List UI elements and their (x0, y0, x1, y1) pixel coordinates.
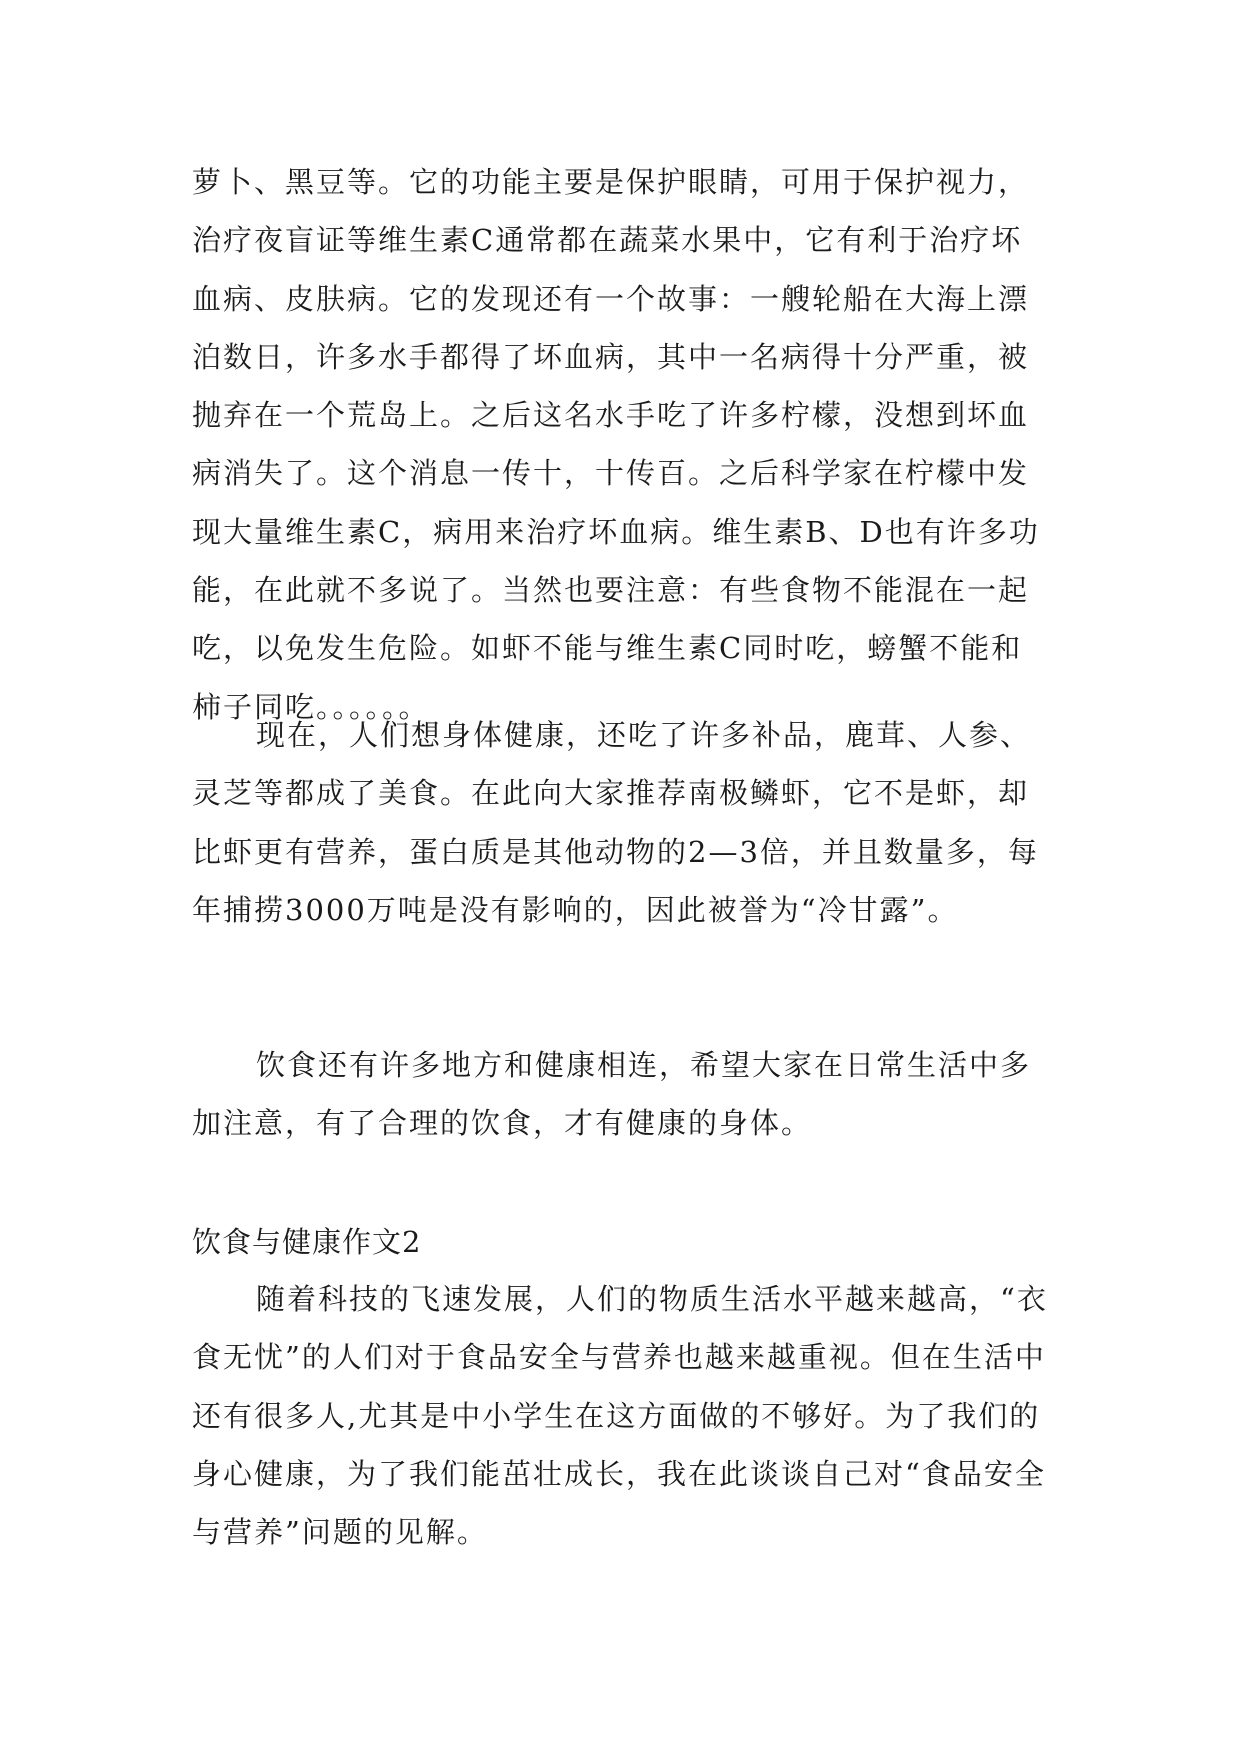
essay-heading: 饮食与健康作文2 (192, 1225, 422, 1259)
paragraph-introduction: 随着科技的飞速发展，人们的物质生活水平越来越高，“衣食无忧”的人们对于食品安全与营养也越来越重视。但在生活中还有很多人,尤其是中小学生在这方面做的不够好。为了我们的身心健康，为了我们能茁壮成长，我在此谈谈自己对“食品安全与营养”问题的见解。 (192, 1282, 1048, 1550)
paragraph-supplements: 现在，人们想身体健康，还吃了许多补品，鹿茸、人参、灵芝等都成了美食。在此向大家推荐南极鳞虾，它不是虾，却比虾更有营养，蛋白质是其他动物的2—3倍，并且数量多，每年捕捞3000万吨是没有影响的，因此被誉为“冷甘露”。 (192, 718, 1039, 927)
paragraph-conclusion: 饮食还有许多地方和健康相连，希望大家在日常生活中多加注意，有了合理的饮食，才有健康的身体。 (192, 1048, 1032, 1141)
paragraph-vitamins: 萝卜、黑豆等。它的功能主要是保护眼睛，可用于保护视力，治疗夜盲证等维生素C通常都在蔬菜水果中，它有利于治疗坏血病、皮肤病。它的发现还有一个故事：一艘轮船在大海上漂泊数日，许多水手都得了坏血病，其中一名病得十分严重，被抛弃在一个荒岛上。之后这名水手吃了许多柠檬，没想到坏血病消失了。这个消息一传十，十传百。之后科学家在柠檬中发现大量维生素C，病用来治疗坏血病。维生素B、D也有许多功能，在此就不多说了。当然也要注意：有些食物不能混在一起吃，以免发生危险。如虾不能与维生素C同时吃，螃蟹不能和柿子同吃。。。。。。 (192, 165, 1040, 724)
